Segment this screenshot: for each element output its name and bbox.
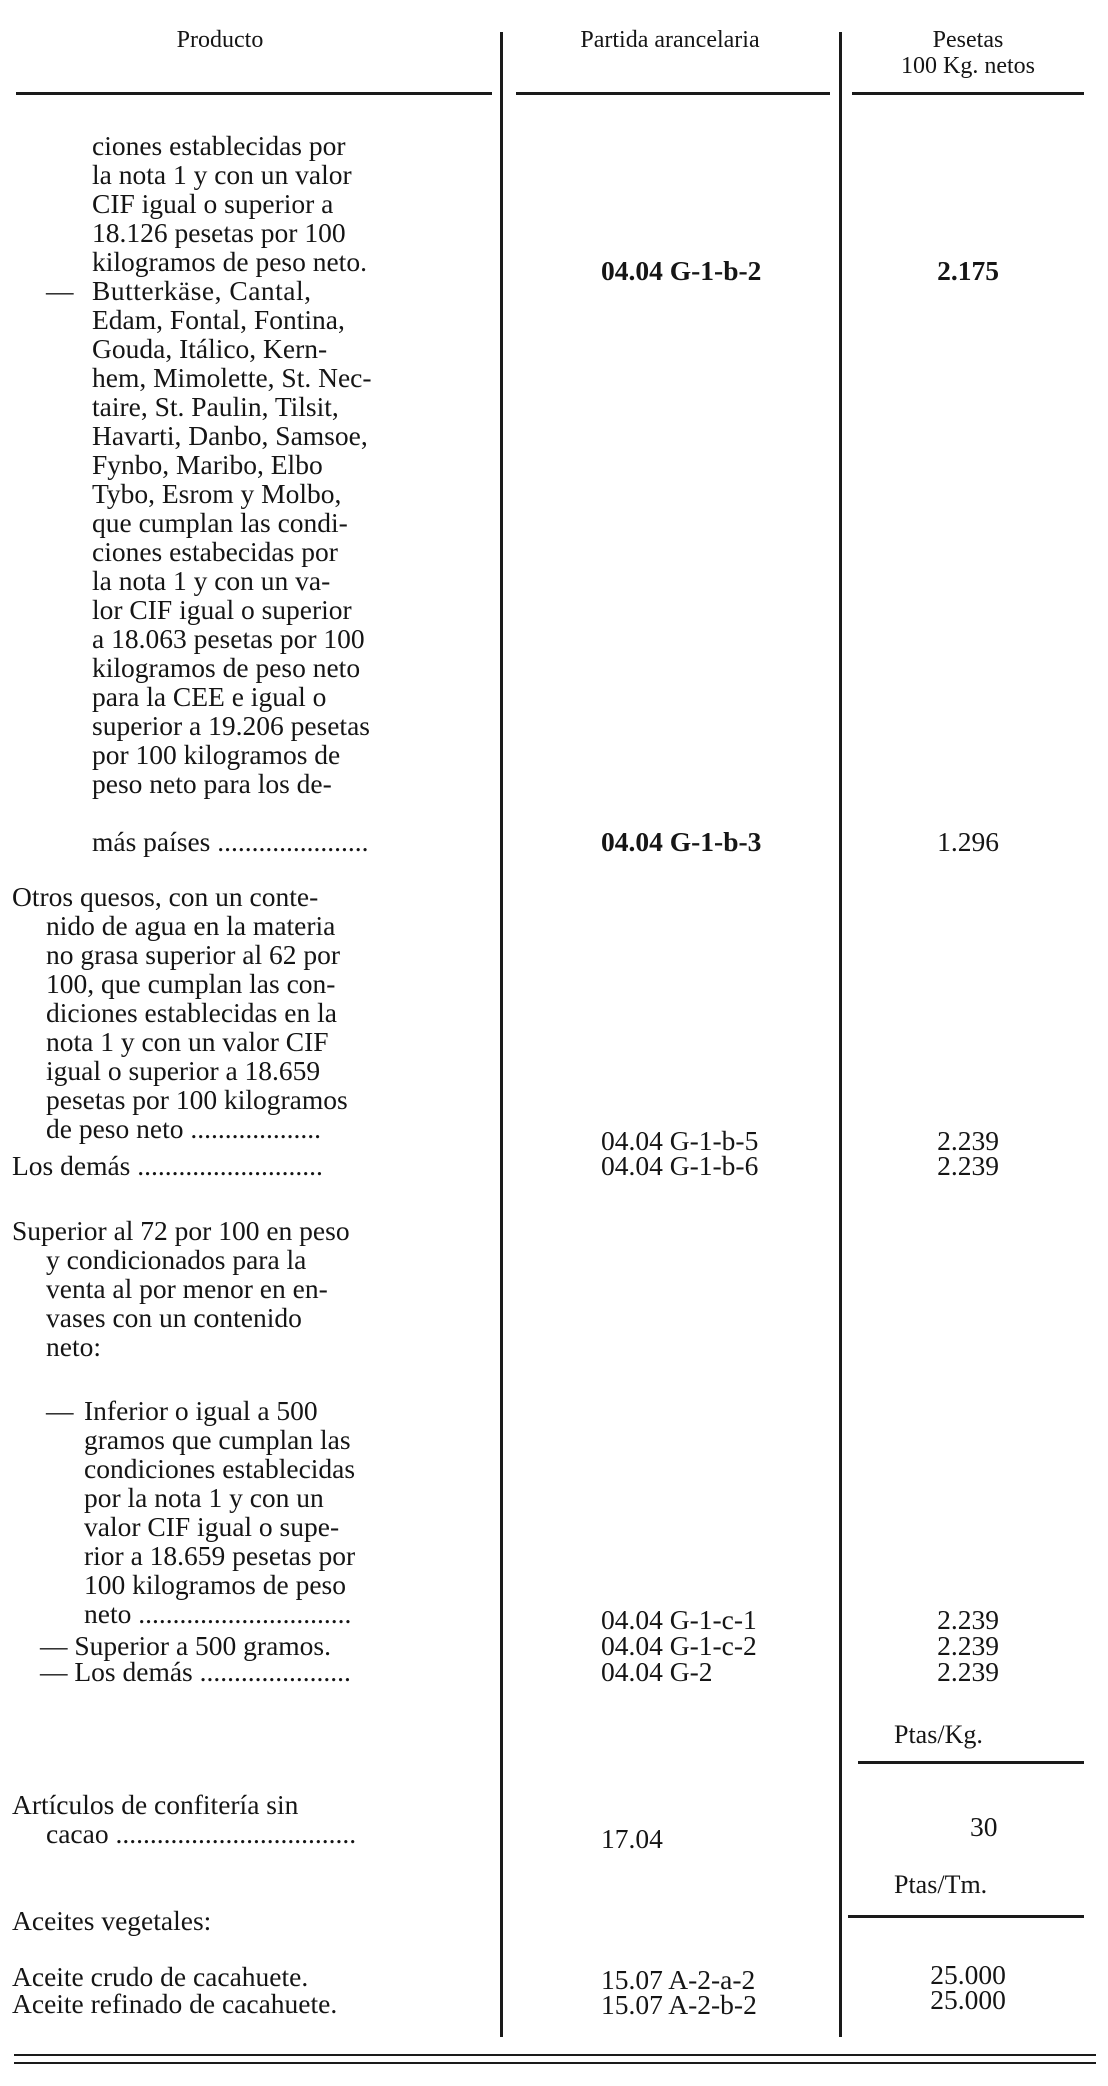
header-rule-col3 [852,92,1084,95]
column-divider-2 [839,32,842,2037]
block5-line: Superior al 72 por 100 en peso [12,1215,350,1246]
block4-value: 2.239 [937,1150,999,1181]
block2-line: hem, Mimolette, St. Nec- [92,362,372,393]
column-divider-1 [500,32,503,2037]
block3-value: 2.239 [937,1125,999,1156]
block1-line: CIF igual o superior a [92,188,334,219]
block2-line: peso neto para los de- [92,768,332,799]
block2-partida: 04.04 G-1-b-3 [601,826,762,857]
block5-line: vases con un contenido [46,1302,302,1333]
em-dash-bullet: — [46,275,74,306]
block7-partida: 04.04 G-1-c-2 [601,1630,757,1661]
block2-line: Butterkäse, Cantal, [92,275,312,306]
block3-partida: 04.04 G-1-b-5 [601,1125,759,1156]
block6-line: neto ............................... [84,1598,352,1629]
unit-ptas-kg: Ptas/Kg. [894,1720,983,1749]
header-rule-col1 [16,92,492,95]
block3-line: no grasa superior al 62 por [46,939,341,970]
block5-line: neto: [46,1331,101,1362]
block7-value: 2.239 [937,1630,999,1661]
block2-line: kilogramos de peso neto [92,652,361,683]
block2-line: superior a 19.206 pesetas [92,710,370,741]
bottom-rule-1 [14,2054,1096,2056]
block8-partida: 04.04 G-2 [601,1656,713,1687]
unit-ptas-tm: Ptas/Tm. [894,1870,988,1899]
block2-line: lor CIF igual o superior [92,594,352,625]
block9-line: Artículos de confitería sin [12,1789,299,1820]
block2-line: taire, St. Paulin, Tilsit, [92,391,339,422]
block12-partida: 15.07 A-2-b-2 [601,1989,757,2020]
block3-line: de peso neto ................... [46,1113,321,1144]
block9-partida: 17.04 [601,1823,663,1854]
header-partida: Partida arancelaria [580,27,760,53]
block3-line: pesetas por 100 kilogramos [46,1084,348,1115]
header-pesetas-line1: Pesetas [932,27,1004,53]
block4-label: Los demás ........................... [12,1150,323,1181]
block6-line: por la nota 1 y con un [84,1482,324,1513]
block3-line: 100, que cumplan las con- [46,968,336,999]
block9-line: cacao ................................... [46,1818,357,1849]
block6-line: condiciones establecidas [84,1453,356,1484]
block3-line: diciones establecidas en la [46,997,337,1028]
block5-line: venta al por menor en en- [46,1273,328,1304]
block2-line: Havarti, Danbo, Samsoe, [92,420,368,451]
block1-line: la nota 1 y con un valor [92,159,352,190]
header-rule-col2 [516,92,830,95]
block3-line: igual o superior a 18.659 [46,1055,321,1086]
unit-ptas-tm-rule [848,1915,1084,1918]
block2-line: que cumplan las condi- [92,507,348,538]
block7-label: — Superior a 500 gramos. [40,1630,331,1661]
unit-ptas-kg-rule [858,1761,1084,1764]
block10-label: Aceites vegetales: [12,1905,212,1936]
block3-line: nido de agua en la materia [46,910,336,941]
block2-line: por 100 kilogramos de [92,739,341,770]
block4-partida: 04.04 G-1-b-6 [601,1150,759,1181]
block6-value: 2.239 [937,1604,999,1635]
block1-line: kilogramos de peso neto. [92,246,367,277]
block2-line: Fynbo, Maribo, Elbo [92,449,323,480]
block2-line: la nota 1 y con un va- [92,565,331,596]
bottom-rule-2 [14,2062,1096,2064]
header-producto: Producto [176,27,264,53]
block2-line: Tybo, Esrom y Molbo, [92,478,342,509]
block3-line: nota 1 y con un valor CIF [46,1026,329,1057]
block3-line: Otros quesos, con un conte- [12,881,319,912]
header-pesetas-line2: 100 Kg. netos [901,53,1035,79]
block5-line: y condicionados para la [46,1244,307,1275]
block11-value: 25.000 [930,1959,1006,1990]
block1-line: ciones establecidas por [92,130,346,161]
block11-label: Aceite crudo de cacahuete. [12,1961,309,1992]
block1-value: 2.175 [937,255,999,286]
block6-line: 100 kilogramos de peso [84,1569,346,1600]
em-dash-bullet: — [46,1395,74,1426]
block2-line: Edam, Fontal, Fontina, [92,304,345,335]
block2-line: Gouda, Itálico, Kern- [92,333,328,364]
block6-line: gramos que cumplan las [84,1424,351,1455]
block8-value: 2.239 [937,1656,999,1687]
block11-partida: 15.07 A-2-a-2 [601,1964,756,1995]
block2-line: ciones estabecidas por [92,536,338,567]
block2-line: más países ...................... [92,826,369,857]
block6-partida: 04.04 G-1-c-1 [601,1604,757,1635]
block2-line: a 18.063 pesetas por 100 [92,623,365,654]
block8-label: — Los demás ...................... [40,1656,351,1687]
block2-value: 1.296 [937,826,999,857]
block6-line: Inferior o igual a 500 [84,1395,318,1426]
block2-line: para la CEE e igual o [92,681,327,712]
block1-partida: 04.04 G-1-b-2 [601,255,762,286]
block6-line: valor CIF igual o supe- [84,1511,340,1542]
block12-label: Aceite refinado de cacahuete. [12,1988,338,2019]
block1-line: 18.126 pesetas por 100 [92,217,346,248]
block12-value: 25.000 [930,1984,1006,2015]
block6-line: rior a 18.659 pesetas por [84,1540,356,1571]
block9-value: 30 [970,1811,998,1842]
